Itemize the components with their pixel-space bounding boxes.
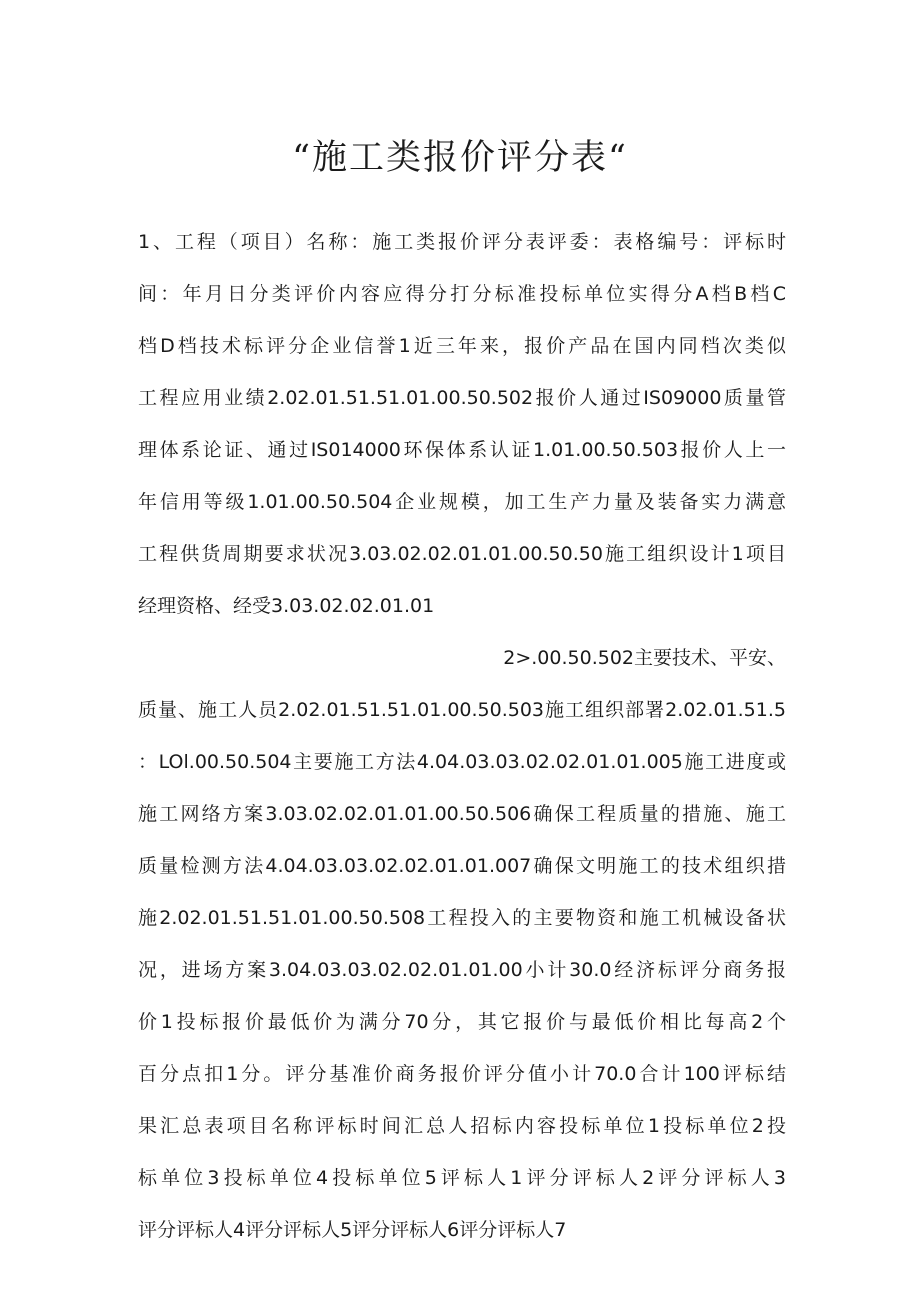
body-line-1: 1、工程（项目）名称：施工类报价评分表评委：表格编号：评标时 xyxy=(138,231,786,253)
body-line-18: 果汇总表项目名称评标时间汇总人招标内容投标单位1投标单位2投 xyxy=(138,1115,786,1137)
document-title: “施工类报价评分表“ xyxy=(292,138,628,178)
body-line-6: 年信用等级1.01.00.50.504企业规模，加工生产力量及装备实力满意 xyxy=(138,491,786,513)
body-line-11: ：LOl.00.50.504主要施工方法4.04.03.03.02.02.01.01.005施工进度或 xyxy=(138,751,786,773)
body-line-7: 工程供货周期要求状况3.03.02.02.01.01.00.50.50施工组织设计1项目 xyxy=(138,543,786,565)
body-line-9: 2>.00.50.502主要技术、平安、 xyxy=(503,647,786,669)
body-line-10: 质量、施工人员2.02.01.51.51.01.00.50.503施工组织部署2.02.01.51.5 xyxy=(138,699,786,721)
body-line-12: 施工网络方案3.03.02.02.01.01.00.50.506确保工程质量的措施、施工 xyxy=(138,803,786,825)
body-line-8: 经理资格、经受3.03.02.02.01.01 xyxy=(138,595,435,617)
body-line-3: 档D档技术标评分企业信誉1近三年来，报价产品在国内同档次类似 xyxy=(138,335,786,357)
body-line-20: 评分评标人4评分评标人5评分评标人6评分评标人7 xyxy=(138,1219,567,1241)
body-line-2: 间：年月日分类评价内容应得分打分标准投标单位实得分A档B档C xyxy=(138,283,786,305)
body-line-4: 工程应用业绩2.02.01.51.51.01.00.50.502报价人通过IS09000质量管 xyxy=(138,387,786,409)
body-line-14: 施2.02.01.51.51.01.00.50.508工程投入的主要物资和施工机械设备状 xyxy=(138,907,786,929)
body-line-15: 况，进场方案3.04.03.03.02.02.01.01.00小计30.0经济标评分商务报 xyxy=(138,959,786,981)
body-line-13: 质量检测方法4.04.03.03.02.02.01.01.007确保文明施工的技术组织措 xyxy=(138,855,786,877)
body-line-19: 标单位3投标单位4投标单位5评标人1评分评标人2评分评标人3 xyxy=(138,1167,786,1189)
body-line-17: 百分点扣1分。评分基准价商务报价评分值小计70.0合计100评标结 xyxy=(138,1063,786,1085)
body-line-5: 理体系论证、通过IS014000环保体系认证1.01.00.50.503报价人上一 xyxy=(138,439,786,461)
body-line-16: 价1投标报价最低价为满分70分，其它报价与最低价相比每高2个 xyxy=(138,1011,786,1033)
